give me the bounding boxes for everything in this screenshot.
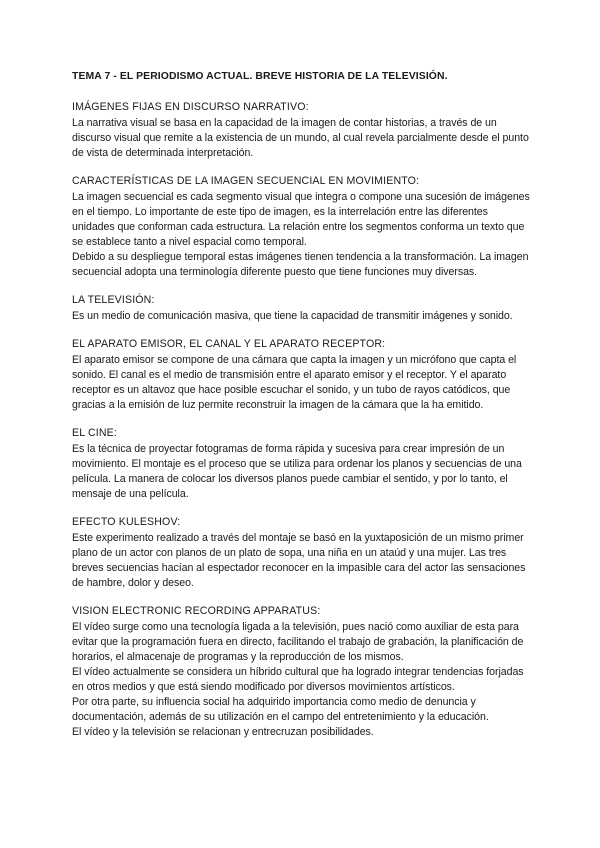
section-paragraph: Este experimento realizado a través del montaje se basó en la yuxtaposición de un mismo primer plano de un actor con planos de un plato de sopa, una niña en un ataúd y una mujer. Las tres breves secuencias hacían al espectador reconocer en la impasible cara del actor las sensaciones de hambre, dolor y deseo. bbox=[72, 532, 526, 589]
section-paragraph: El vídeo y la televisión se relacionan y entrecruzan posibilidades. bbox=[72, 726, 374, 738]
section-heading: IMÁGENES FIJAS EN DISCURSO NARRATIVO: bbox=[72, 101, 309, 113]
section-paragraph: La narrativa visual se basa en la capacidad de la imagen de contar historias, a través de un discurso visual que remite a la existencia de un mundo, al cual revela parcialmente desde el punto de vista de determinada interpretación. bbox=[72, 117, 529, 159]
section-paragraph: El vídeo surge como una tecnología ligada a la televisión, pues nació como auxiliar de esta para evitar que la programación fuera en directo, facilitando el trabajo de grabación, la planificación de horarios, el almacenaje de programas y la reproducción de los mismos. bbox=[72, 621, 524, 663]
section-heading: EFECTO KULESHOV: bbox=[72, 516, 181, 528]
section-imagenes-fijas bbox=[72, 100, 532, 161]
section-television bbox=[72, 293, 532, 324]
section-paragraph: Por otra parte, su influencia social ha adquirido importancia como medio de denuncia y documentación, además de su utilización en el campo del entretenimiento y la educación. bbox=[72, 696, 489, 723]
section-efecto-kuleshov bbox=[72, 515, 532, 591]
section-paragraph: Es la técnica de proyectar fotogramas de forma rápida y sucesiva para crear impresión de un movimiento. El montaje es el proceso que se utiliza para ordenar los planos y secuencias de una película. La manera de colocar los diversos planos puede cambiar el sentido, y por lo tanto, el mensaje de una película. bbox=[72, 443, 522, 500]
section-paragraph: La imagen secuencial es cada segmento visual que integra o compone una sucesión de imágenes en el tiempo. Lo importante de este tipo de imagen, es la interrelación entre las diferentes unidades que conforman cada estructura. La relación entre los segmentos conforma un texto que se establece tanto a nivel espacial como temporal. bbox=[72, 191, 530, 248]
section-heading: VISION ELECTRONIC RECORDING APPARATUS: bbox=[72, 605, 321, 617]
section-paragraph: Debido a su despliegue temporal estas imágenes tienen tendencia a la transformación. La imagen secuencial adopta una terminología diferente puesto que tiene funciones muy diversas. bbox=[72, 251, 529, 278]
section-cine bbox=[72, 426, 532, 502]
section-aparato-emisor bbox=[72, 337, 532, 413]
document-page bbox=[72, 70, 532, 753]
section-video-recording bbox=[72, 604, 532, 740]
section-heading: CARACTERÍSTICAS DE LA IMAGEN SECUENCIAL EN MOVIMIENTO: bbox=[72, 175, 420, 187]
section-paragraph: El aparato emisor se compone de una cámara que capta la imagen y un micrófono que capta el sonido. El canal es el medio de transmisión entre el aparato emisor y el receptor. Y el aparato receptor es un altavoz que hace posible escuchar el sonido, y un tubo de rayos catódicos, que gracias a la emisión de luz permite reconstruir la imagen de la cámara que la ha emitido. bbox=[72, 354, 517, 411]
document-title: TEMA 7 - EL PERIODISMO ACTUAL. BREVE HISTORIA DE LA TELEVISIÓN. bbox=[72, 71, 448, 82]
section-heading: LA TELEVISIÓN: bbox=[72, 294, 155, 306]
section-heading: EL APARATO EMISOR, EL CANAL Y EL APARATO RECEPTOR: bbox=[72, 338, 386, 350]
section-heading: EL CINE: bbox=[72, 427, 117, 439]
section-paragraph: El vídeo actualmente se considera un híbrido cultural que ha logrado integrar tendencias forjadas en otros medios y que está siendo modificado por diversos movimientos artísticos. bbox=[72, 666, 524, 693]
section-imagen-secuencial bbox=[72, 174, 532, 280]
section-paragraph: Es un medio de comunicación masiva, que tiene la capacidad de transmitir imágenes y sonido. bbox=[72, 310, 513, 322]
